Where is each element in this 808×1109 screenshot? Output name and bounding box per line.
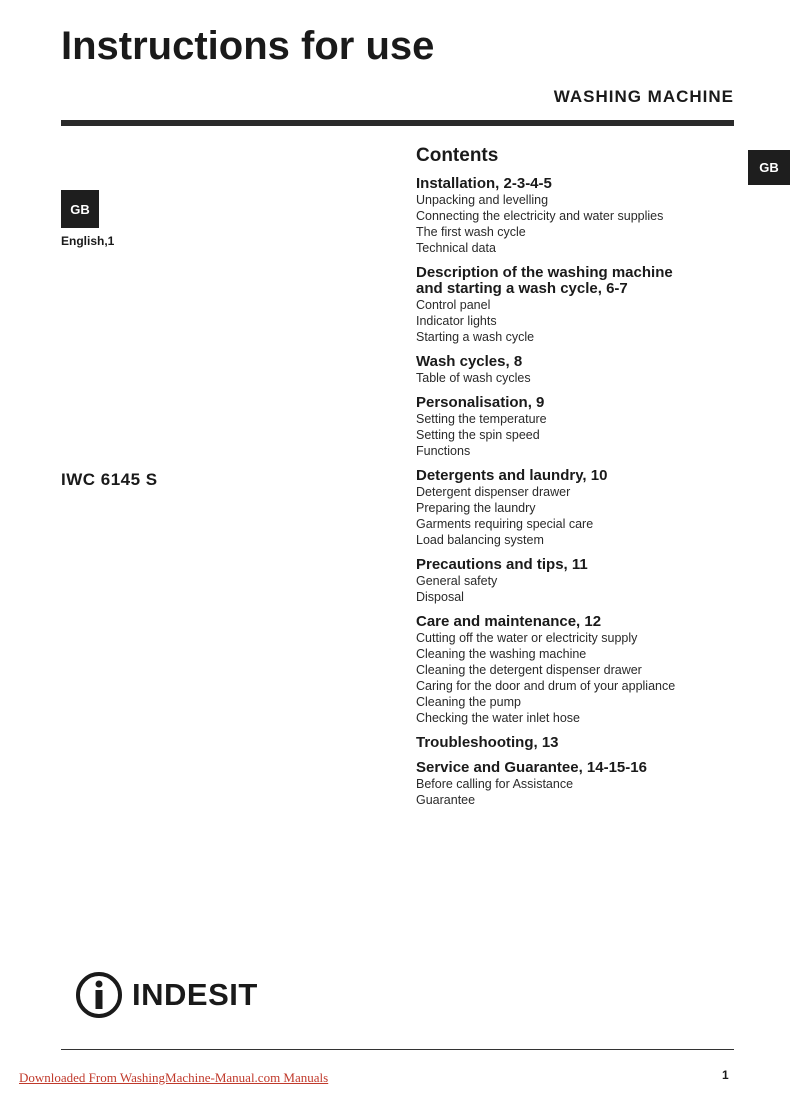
list-item: Indicator lights — [416, 314, 497, 328]
list-item: Setting the spin speed — [416, 428, 540, 442]
list-item: Garments requiring special care — [416, 517, 594, 531]
list-item: Preparing the laundry — [416, 501, 536, 515]
brand-name: INDESIT — [132, 977, 258, 1012]
contents-section — [416, 265, 746, 345]
section-title: Troubleshooting, 13 — [416, 734, 559, 751]
contents-section — [416, 557, 746, 605]
section-title: Precautions and tips, 11 — [416, 556, 588, 573]
page-title: Instructions for use — [61, 24, 435, 68]
list-item: Guarantee — [416, 793, 476, 807]
list-item: Table of wash cycles — [416, 371, 531, 385]
contents-heading: Contents — [416, 145, 499, 166]
section-title: Care and maintenance, 12 — [416, 613, 602, 630]
model-number: IWC 6145 S — [61, 470, 158, 489]
list-item: Checking the water inlet hose — [416, 711, 580, 725]
header-divider — [61, 120, 734, 126]
list-item: Technical data — [416, 241, 496, 255]
list-item: Before calling for Assistance — [416, 777, 574, 791]
section-items — [416, 192, 746, 256]
source-link[interactable]: Downloaded From WashingMachine-Manual.com Manuals — [19, 1070, 329, 1085]
section-title: Detergents and laundry, 10 — [416, 467, 608, 484]
section-items — [416, 573, 746, 605]
section-items — [416, 411, 746, 459]
section-items — [416, 370, 746, 386]
list-item: Detergent dispenser drawer — [416, 485, 571, 499]
section-title: Personalisation, 9 — [416, 394, 545, 411]
list-item: Cleaning the detergent dispenser drawer — [416, 663, 642, 677]
section-title: Service and Guarantee, 14-15-16 — [416, 759, 647, 776]
contents-sections — [416, 176, 746, 808]
list-item: Setting the temperature — [416, 412, 547, 426]
contents-section — [416, 760, 746, 808]
list-item: Cleaning the washing machine — [416, 647, 587, 661]
contents-section — [416, 176, 746, 256]
brand-logo — [74, 970, 258, 1020]
contents-section — [416, 354, 746, 386]
section-items — [416, 776, 746, 808]
contents-section — [416, 468, 746, 548]
section-items — [416, 484, 746, 548]
contents-section — [416, 735, 746, 751]
list-item: Connecting the electricity and water supplies — [416, 209, 664, 223]
document-subtitle: WASHING MACHINE — [553, 87, 734, 106]
contents-section — [416, 614, 746, 726]
edge-language-tab: GB — [748, 150, 790, 185]
list-item: Cleaning the pump — [416, 695, 521, 709]
list-item: General safety — [416, 574, 498, 588]
language-badge: GB — [61, 190, 99, 228]
section-items — [416, 297, 746, 345]
list-item: Cutting off the water or electricity supply — [416, 631, 638, 645]
list-item: Unpacking and levelling — [416, 193, 549, 207]
section-title: Wash cycles, 8 — [416, 353, 523, 370]
section-title: Installation, 2-3-4-5 — [416, 175, 552, 192]
list-item: Load balancing system — [416, 533, 544, 547]
language-label: English,1 — [61, 234, 115, 248]
page-number: 1 — [722, 1068, 729, 1082]
list-item: Caring for the door and drum of your appliance — [416, 679, 676, 693]
footer-divider — [61, 1049, 734, 1050]
section-title: Description of the washing machine and starting a wash cycle, 6-7 — [416, 264, 673, 297]
contents-section — [416, 395, 746, 459]
indesit-logo-icon — [74, 970, 124, 1020]
section-items — [416, 630, 746, 726]
list-item: Functions — [416, 444, 471, 458]
list-item: Starting a wash cycle — [416, 330, 535, 344]
list-item: Control panel — [416, 298, 491, 312]
list-item: Disposal — [416, 590, 464, 604]
list-item: The first wash cycle — [416, 225, 526, 239]
table-of-contents — [416, 145, 746, 817]
